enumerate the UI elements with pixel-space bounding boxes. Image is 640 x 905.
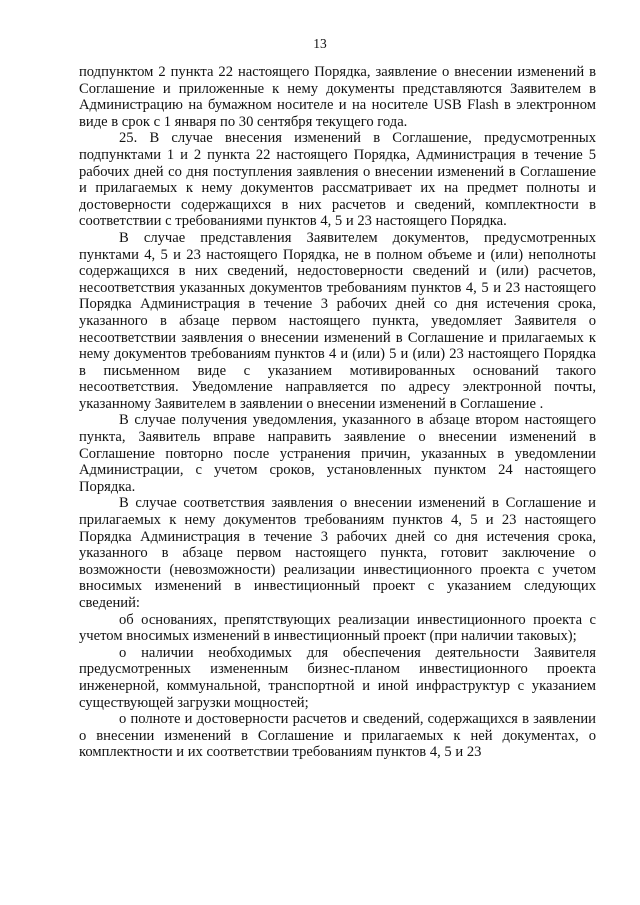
paragraph-resubmission: В случае получения уведомления, указанного в абзаце втором настоящего пункта, Заявитель вправе направить заявление о внесении изменений в Соглашение повторно после устранения причин, указанных в уведомлении Администрации, с учетом сроков, установленных пунктом 24 настоящего Порядка.: [79, 412, 596, 495]
page-number: 13: [313, 36, 327, 51]
paragraph-conclusion: В случае соответствия заявления о внесении изменений в Соглашение и прилагаемых к нему документов требованиям пунктов 4, 5 и 23 настоящего Порядка Администрация в течение 3 рабочих дней со дня истечения срока, указанного в абзаце первом настоящего пункта, готовит заключение о возможности (невозможности) реализации инвестиционного проекта с учетом вносимых изменений в инвестиционный проект с указанием следующих сведений:: [79, 495, 596, 611]
paragraph-incomplete-documents: В случае представления Заявителем документов, предусмотренных пунктами 4, 5 и 23 настоящего Порядка, не в полном объеме и (или) неполноты содержащихся в них сведений, недостоверности сведений и (или) расчетов, несоответствия указанных документов требованиям пунктов 4, 5 и 23 настоящего Порядка Администрация в течение 3 рабочих дней со дня истечения срока, указанного в абзаце первом настоящего пункта, уведомляет Заявителя о несоответствии заявления о внесении изменений в Соглашение и прилагаемых к нему документов требованиям пунктов 4 и (или) 5 и (или) 23 настоящего Порядка в письменном виде с указанием мотивированных оснований такого несоответствия. Уведомление направляется по адресу электронной почты, указанному Заявителем в заявлении о внесении изменений в Соглашение .: [79, 229, 596, 412]
paragraph-item-infrastructure: о наличии необходимых для обеспечения деятельности Заявителя предусмотренных измененным бизнес-планом инвестиционного проекта инженерной, коммунальной, транспортной и иной инфраструктур с указанием существующей загрузки мощностей;: [79, 644, 596, 711]
paragraph-item-completeness: о полноте и достоверности расчетов и сведений, содержащихся в заявлении о внесении изменений в Соглашение и прилагаемых к ней документах, о комплектности и их соответствии требованиям пунктов 4, 5 и 23: [79, 711, 596, 761]
document-body: [79, 64, 596, 761]
paragraph-item-obstacles: об основаниях, препятствующих реализации инвестиционного проекта с учетом вносимых изменений в инвестиционный проект (при наличии таковых);: [79, 611, 596, 645]
paragraph-continuation: подпунктом 2 пункта 22 настоящего Порядка, заявление о внесении изменений в Соглашение и приложенные к нему документы представляются Заявителем в Администрацию на бумажном носителе и на носителе USB Flash в электронном виде в срок с 1 января по 30 сентября текущего года.: [79, 64, 596, 130]
paragraph-clause-25: 25. В случае внесения изменений в Соглашение, предусмотренных подпунктами 1 и 2 пункта 22 настоящего Порядка, Администрация в течение 5 рабочих дней со дня поступления заявления о внесении изменений в Соглашение и прилагаемых к нему документов рассматривает их на предмет полноты и достоверности содержащихся в них расчетов и сведений, комплектности в соответствии с требованиями пунктов 4, 5 и 23 настоящего Порядка.: [79, 130, 596, 230]
